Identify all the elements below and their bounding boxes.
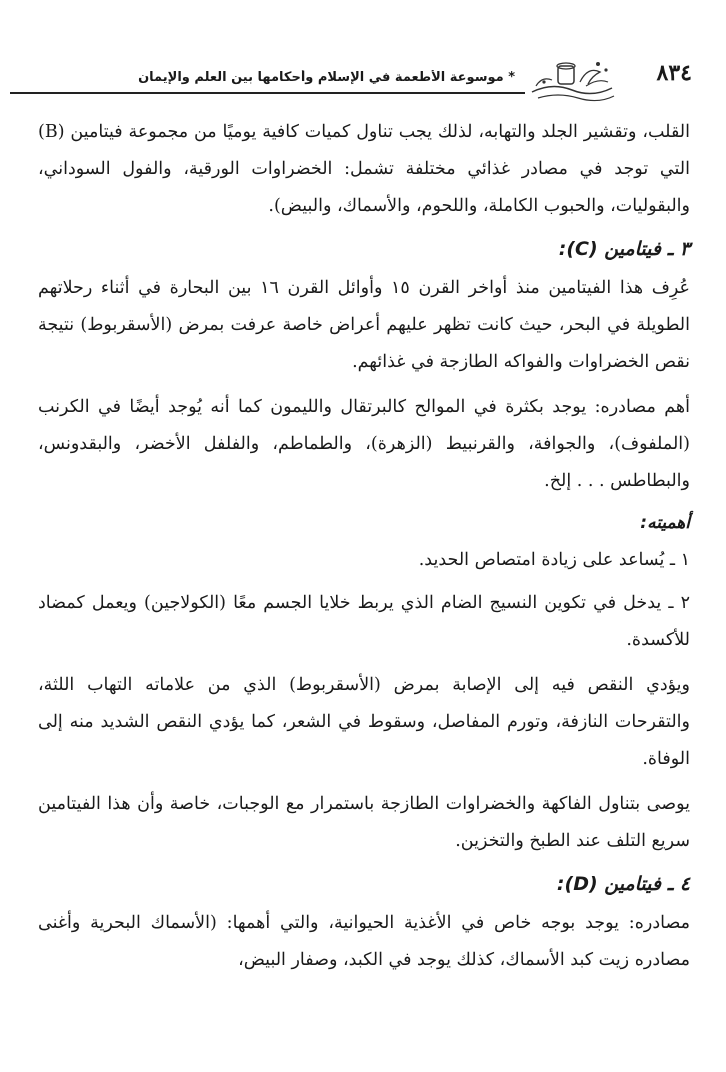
paragraph-deficiency: ويؤدي النقص فيه إلى الإصابة بمرض (الأسقربوط) الذي من علاماته التهاب اللثة، والتقرحات النازفة، وتورم المفاصل، وسقوط في الشعر، كما يؤدي النقص الشديد منه إلى الوفاة.	[38, 675, 690, 769]
paragraph-vitamin-d-sources: مصادره: يوجد بوجه خاص في الأغذية الحيوانية، والتي أهمها: (الأسماك البحرية وأغنى مصادره زيت كبد الأسماك، كذلك يوجد في الكبد، وصفار البيض،	[38, 913, 690, 970]
page-number: ٨٣٤	[656, 60, 692, 86]
paragraph-vitamin-c-history: عُرِف هذا الفيتامين منذ أواخر القرن ١٥ وأوائل القرن ١٦ بين البحارة في أثناء رحلاتهم الطويلة في البحر، حيث كانت تظهر عليهم أعراض خاصة عرفت بمرض (الأسقربوط) نتيجة نقص الخضراوات والفواكه الطازجة في غذائهم.	[38, 278, 690, 372]
paragraph-vitamin-b-sources: القلب، وتقشير الجلد والتهابه، لذلك يجب تناول كميات كافية يوميًا من مجموعة فيتامين (B) التي توجد في مصادر غذائي مختلفة تشمل: الخضراوات الورقية، والفول السوداني، والبقوليات، والحبوب الكاملة، واللحوم، والأسماك، والبيض).	[38, 122, 690, 216]
heading-vitamin-c: ٣ ـ فيتامين (C):	[558, 238, 690, 260]
header-divider	[10, 92, 525, 94]
heading-vitamin-d: ٤ ـ فيتامين (D):	[556, 873, 690, 895]
ornament-icon	[528, 52, 616, 106]
page-body	[38, 114, 690, 979]
subheading-importance: أهميته:	[640, 513, 690, 533]
page-header	[0, 0, 726, 112]
paragraph-vitamin-c-sources: أهم مصادره: يوجد بكثرة في الموالح كالبرتقال والليمون كما أنه يُوجد أيضًا في الكرنب (الملفوف)، والجوافة، والقرنبيط (الزهرة)، والطماطم، والفلفل الأخضر، والبقدونس، والبطاطس . . . إلخ.	[38, 397, 690, 491]
importance-list	[38, 542, 690, 659]
list-item: ١ ـ يُساعد على زيادة امتصاص الحديد.	[418, 550, 690, 570]
paragraph-recommendation: يوصى بتناول الفاكهة والخضراوات الطازجة باستمرار مع الوجبات، خاصة وأن هذا الفيتامين سريع التلف عند الطبخ والتخزين.	[38, 794, 690, 851]
book-title: * موسوعة الأطعمة في الإسلام وأحكامها بين العلم والإيمان	[138, 70, 515, 85]
list-item: ٢ ـ يدخل في تكوين النسيج الضام الذي يربط خلايا الجسم معًا (الكولاجين) ويعمل كمضاد للأكسدة.	[38, 593, 690, 650]
